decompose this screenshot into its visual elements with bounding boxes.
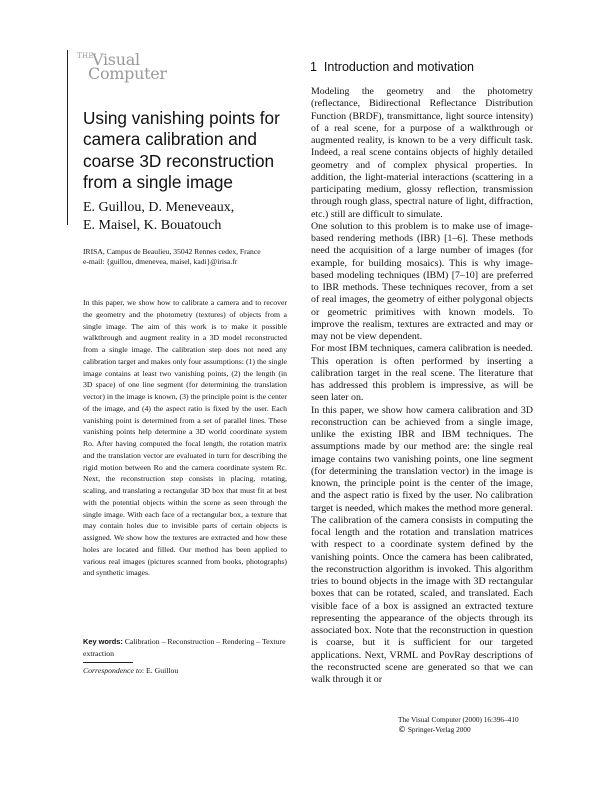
keywords-text: Calibration – Reconstruction – Rendering – Texture extraction (83, 637, 286, 658)
journal-logo-visual: Visual (92, 50, 140, 69)
body-paragraph: For most IBM techniques, camera calibration is needed. This operation is often performed by inserting a calibration target in the real scene. The literature that has addressed this problem is impressive, as will be seen later on. (311, 343, 533, 404)
article-authors (83, 199, 283, 234)
keywords (83, 636, 287, 660)
author-affiliation (83, 247, 288, 268)
keywords-label: Key words: (83, 637, 123, 646)
copyright-line (398, 725, 538, 735)
body-paragraph: Modeling the geometry and the photometry (reflectance, Bidirectional Reflectance Distribution Function (BRDF), transmittance, light source intensity) of a real scene, for a purpose of a walkthrough or augmented reality, is known to be a very difficult task. Indeed, a real scene contains objects of highly detailed geometry and of complex physical properties. In addition, the light-material interactions (scattering in a participating medium, glossy reflection, transmission through rough glass, spectral nature of light, diffraction, etc.) still are difficult to simulate. (311, 86, 533, 220)
author-line: E. Maisel, K. Bouatouch (83, 217, 222, 233)
correspondence (83, 665, 287, 676)
section-heading (310, 60, 474, 75)
correspondence-rule (83, 662, 133, 663)
section-body (311, 86, 533, 686)
body-paragraph: One solution to this problem is to make use of image-based rendering methods (IBR) [1–6]. These methods need the acquisition of a large number of images (for example, for building mosaics). This is why image-based modeling techniques (IBM) [7–10] are preferred to IBR methods. These techniques recover, from a set of real images, the geometry of either polygonal objects or geometric primitives with known models. To improve the realism, textures are extracted and may or may not be view dependent. (311, 220, 533, 342)
affiliation-email: e-mail: {guillou, dmenevea, maisel, kadi}@irisa.fr (83, 257, 238, 267)
journal-footer (398, 715, 538, 735)
section-title: Introduction and motivation (323, 60, 474, 74)
section-number: 1 (310, 60, 317, 74)
journal-logo-the: THE (77, 52, 94, 60)
left-column-rule (67, 50, 68, 225)
publisher: Springer-Verlag 2000 (407, 725, 471, 734)
abstract: In this paper, we show how to calibrate a camera and to recover the geometry and the photometry (textures) of objects from a single image. The aim of this work is to make it possible walkthrough and augment reality in a 3D model reconstructed from a single image. The calibration step does not need any calibration target and makes only four assumptions: (1) the single image contains at least two vanishing points, (2) the length (in 3D space) of one line segment (for determining the translation vector) in the image is known, (3) the principle point is the center of the image, and (4) the aspect ratio is fixed by the user. Each vanishing point is determined from a set of parallel lines. These vanishing points help determine a 3D world coordinate system Ro. After having computed the focal length, the rotation matrix and the translation vector are evaluated in turn for describing the rigid motion between Ro and the camera coordinate system Rc. Next, the reconstruction step consists in placing, rotating, scaling, and translating a rectangular 3D box that must fit at best with the potential objects within the scene as seen through the single image. With each face of a rectangular box, a texture that may contain holes due to invisible parts of certain objects is assigned. We show how the textures are extracted and how these holes are located and filled. Our method has been applied to various real images (pictures scanned from books, photographs) and synthetic images. (83, 298, 287, 578)
affiliation-address: IRISA, Campus de Beaulieu, 35042 Rennes cedex, France (83, 247, 261, 256)
journal-logo-computer: Computer (88, 64, 167, 83)
author-line: E. Guillou, D. Meneveaux, (83, 200, 235, 215)
correspondence-name: : E. Guillou (141, 666, 179, 675)
journal-citation: The Visual Computer (2000) 16:396–410 (398, 715, 519, 724)
article-title: Using vanishing points for camera calibration and coarse 3D reconstruction from a single image (83, 108, 280, 193)
copyright-symbol: © (398, 725, 406, 734)
body-paragraph: In this paper, we show how camera calibration and 3D reconstruction can be achieved from a single image, unlike the existing IBR and IBM techniques. The assumptions made by our method are: the single real image contains two vanishing points, one line segment (for determining the translation vector) in the image is known, the principle point is the center of the image, and the aspect ratio is fixed by the user. No calibration target is needed, which makes the method more general. The calibration of the camera consists in computing the focal length and the rotation and translation matrices with respect to a coordinate system defined by the vanishing points. Once the camera has been calibrated, the reconstruction algorithm is invoked. This algorithm tries to bound objects in the image with 3D rectangular boxes that can be rotated, scaled, and translated. Each visible face of a box is assigned an extracted texture representing the appearance of the objects through its associated box. Note that the reconstruction in question is coarse, but it is sufficient for our targeted applications. Next, VRML and PovRay descriptions of the reconstructed scene are generated so that we can walk through it or (311, 404, 533, 685)
correspondence-label: Correspondence to (83, 666, 142, 675)
